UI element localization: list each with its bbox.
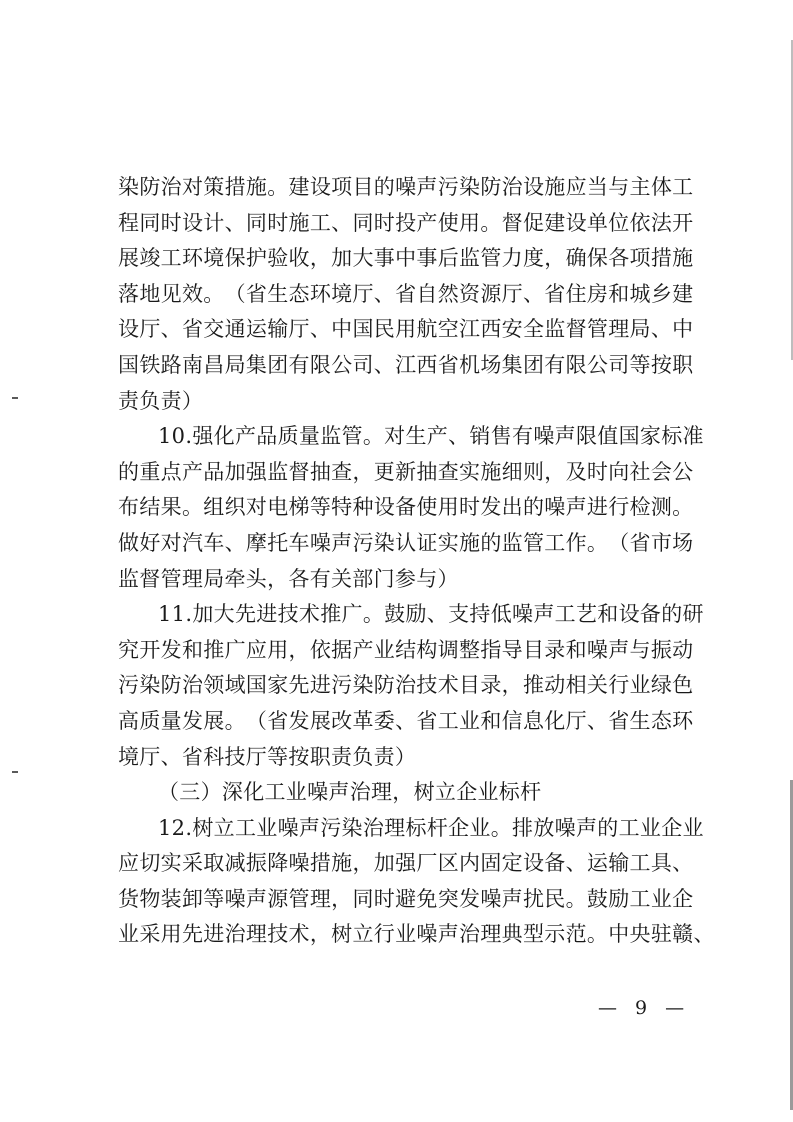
- scan-mark: [12, 771, 18, 773]
- text-line: 的 重 点 产 品 加 强 监 督 抽 查 ， 更 新 抽 查 实 施 细 则 ， 及 时 向 社 会 公: [118, 459, 694, 484]
- text-line: 布 结 果 。 组 织 对 电 梯 等 特 种 设 备 使 用 时 发 出 的 噪 声 进 行 检 测 。: [118, 495, 694, 520]
- text-line: 展 竣 工 环 境 保 护 验 收 ， 加 大 事 中 事 后 监 管 力 度 ， 确 保 各 项 措 施: [118, 246, 694, 271]
- text-line: 程 同 时 设 计 、 同 时 施 工 、 同 时 投 产 使 用 。 督 促 建 设 单 位 依 法 开: [118, 210, 694, 235]
- text-line: 境厅、省科技厅等按职责负责）: [118, 744, 417, 769]
- text-line: 染 防 治 对 策 措 施 。 建 设 项 目 的 噪 声 污 染 防 治 设 施 应 当 与 主 体 工: [118, 175, 694, 199]
- paragraph-start-item-12: 1 2 . 树 立 工 业 噪 声 污 染 治 理 标 杆 企 业 。 排 放 噪 声 的 工 业 企 业: [158, 815, 704, 840]
- text-line: 应 切 实 采 取 减 振 降 噪 措 施 ， 加 强 厂 区 内 固 定 设 备 、 运 输 工 具 、: [118, 851, 694, 876]
- text-line: 污 染 防 治 领 域 国 家 先 进 污 染 防 治 技 术 目 录 ， 推 动 相 关 行 业 绿 色: [118, 673, 694, 698]
- section-heading: （三）深化工业噪声治理，树立企业标杆: [158, 780, 542, 805]
- body-text: [118, 170, 715, 953]
- paragraph-start-item-11: 1 1 . 加 大 先 进 技 术 推 广 。 鼓 励 、 支 持 低 噪 声 工 艺 和 设 备 的 研: [158, 602, 704, 627]
- text-line: 做 好 对 汽 车 、 摩 托 车 噪 声 污 染 认 证 实 施 的 监 管 工 作 。 （ 省 市 场: [118, 530, 694, 555]
- text-line: 责负责）: [118, 388, 204, 413]
- scan-mark: [12, 397, 18, 399]
- text-line: 落 地 见 效 。 （ 省 生 态 环 境 厅 、 省 自 然 资 源 厅 、 省 住 房 和 城 乡 建: [118, 281, 694, 306]
- text-line: 设 厅 、 省 交 通 运 输 厅 、 中 国 民 用 航 空 江 西 安 全 监 督 管 理 局 、 中: [118, 317, 694, 342]
- text-line: 国 铁 路 南 昌 局 集 团 有 限 公 司 、 江 西 省 机 场 集 团 有 限 公 司 等 按 职: [118, 352, 694, 377]
- text-line: 货 物 装 卸 等 噪 声 源 管 理 ， 同 时 避 免 突 发 噪 声 扰 民 。 鼓 励 工 业 企: [118, 886, 694, 911]
- page-number: — 9 —: [598, 997, 691, 1019]
- text-line: 业 采 用 先 进 治 理 技 术 ， 树 立 行 业 噪 声 治 理 典 型 示 范 。 中 央 驻 赣 、: [118, 922, 715, 947]
- paragraph-start-item-10: 1 0 . 强 化 产 品 质 量 监 管 。 对 生 产 、 销 售 有 噪 声 限 值 国 家 标 准: [158, 424, 704, 449]
- text-line: 究 开 发 和 推 广 应 用 ， 依 据 产 业 结 构 调 整 指 导 目 录 和 噪 声 与 振 动: [118, 637, 694, 662]
- text-line: 高 质 量 发 展 。 （ 省 发 展 改 革 委 、 省 工 业 和 信 息 化 厅 、 省 生 态 环: [118, 708, 694, 733]
- text-line: 监督管理局牵头，各有关部门参与）: [118, 566, 459, 591]
